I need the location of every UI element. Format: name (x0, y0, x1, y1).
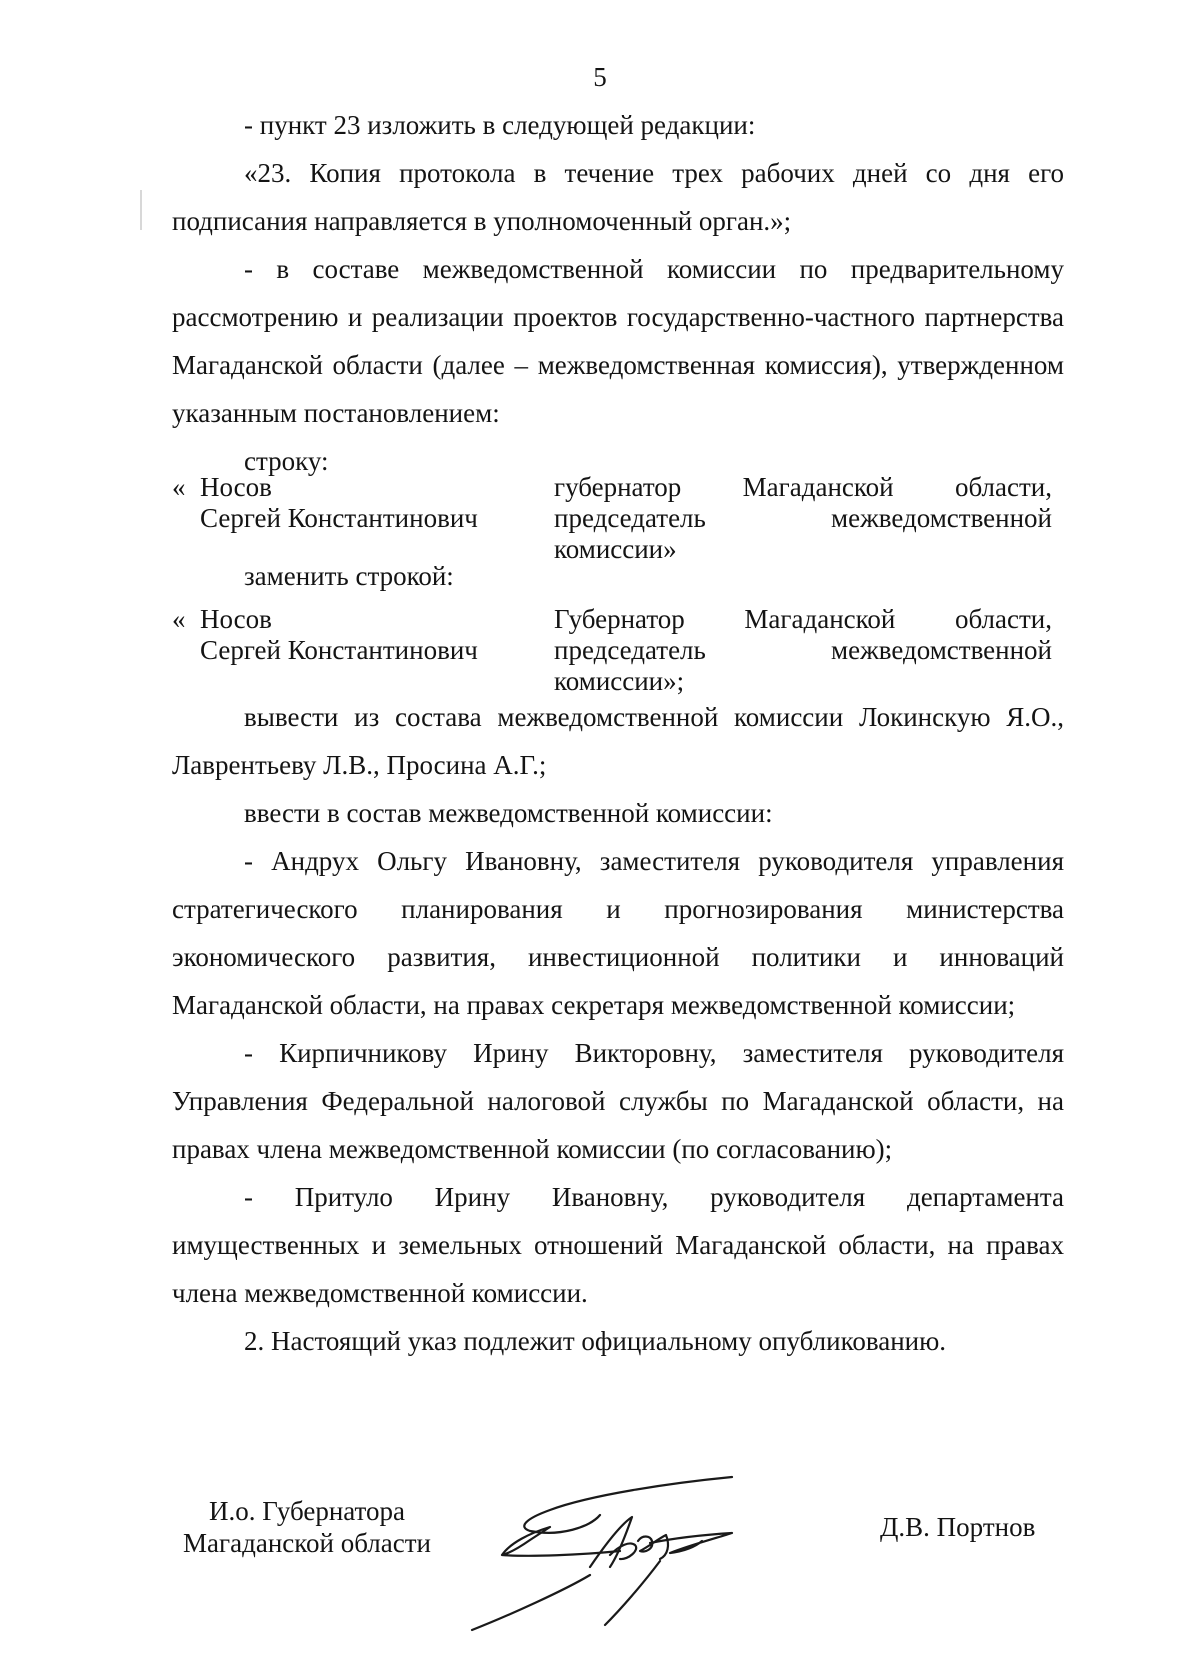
member-name (200, 604, 520, 666)
position-line: председатель межведомственной (554, 635, 1052, 665)
opening-quote: « (172, 472, 186, 502)
paragraph: - пункт 23 изложить в следующей редакции: (244, 110, 756, 140)
paragraph: вывести из состава межведомственной комиссии Локинскую Я.О., Лаврентьеву Л.В., Просина А.Г.; (172, 702, 1064, 780)
paragraph: - Притуло Ирину Ивановну, руководителя департамента имущественных и земельных отношений Магаданской области, на правах члена межведомственной комиссии. (172, 1182, 1064, 1308)
text-block-bottom (172, 693, 1064, 1365)
paragraph: строку: (244, 446, 329, 476)
signatory-name: Д.В. Портнов (880, 1512, 1036, 1542)
signatory-title-line: Магаданской области (183, 1528, 431, 1558)
position-line: Губернатор Магаданской области, (554, 604, 1052, 634)
opening-quote: « (172, 604, 186, 634)
paragraph: ввести в состав межведомственной комиссии: (244, 798, 773, 828)
handwritten-signature (470, 1455, 800, 1635)
paragraph: - Андрух Ольгу Ивановну, заместителя руководителя управления стратегического планирования и прогнозирования министерства экономического развития, инвестиционной политики и инноваций Магаданской области, на правах секретаря межведомственной комиссии; (172, 846, 1064, 1020)
position-line: губернатор Магаданской области, (554, 472, 1052, 502)
member-given-names: Сергей Константинович (200, 635, 478, 665)
signatory-title-line: И.о. Губернатора (208, 1496, 405, 1526)
member-position (554, 604, 1052, 697)
page-number: 5 (593, 62, 607, 92)
member-surname: Носов (200, 604, 272, 634)
paragraph: «23. Копия протокола в течение трех рабочих дней со дня его подписания направляется в уполномоченный орган.»; (172, 158, 1064, 236)
member-given-names: Сергей Константинович (200, 503, 478, 533)
position-line: председатель межведомственной (554, 503, 1052, 533)
paragraph: - в составе межведомственной комиссии по предварительному рассмотрению и реализации проектов государственно-частного партнерства Магаданской области (далее – межведомственная комиссия), утвержденном указанным постановлением: (172, 254, 1064, 428)
member-name (200, 472, 520, 534)
text-block-top (172, 101, 1064, 485)
position-line: комиссии»; (554, 666, 685, 696)
paragraph: заменить строкой: (244, 561, 454, 591)
paragraph: 2. Настоящий указ подлежит официальному опубликованию. (244, 1326, 947, 1356)
signatory-title (172, 1495, 442, 1559)
text-replace-label (172, 552, 1064, 600)
paragraph: - Кирпичникову Ирину Викторовну, заместителя руководителя Управления Федеральной налоговой службы по Магаданской области, на правах члена межведомственной комиссии (по согласованию); (172, 1038, 1064, 1164)
member-surname: Носов (200, 472, 272, 502)
position-line: комиссии» (554, 534, 677, 564)
scan-artifact (140, 190, 142, 230)
